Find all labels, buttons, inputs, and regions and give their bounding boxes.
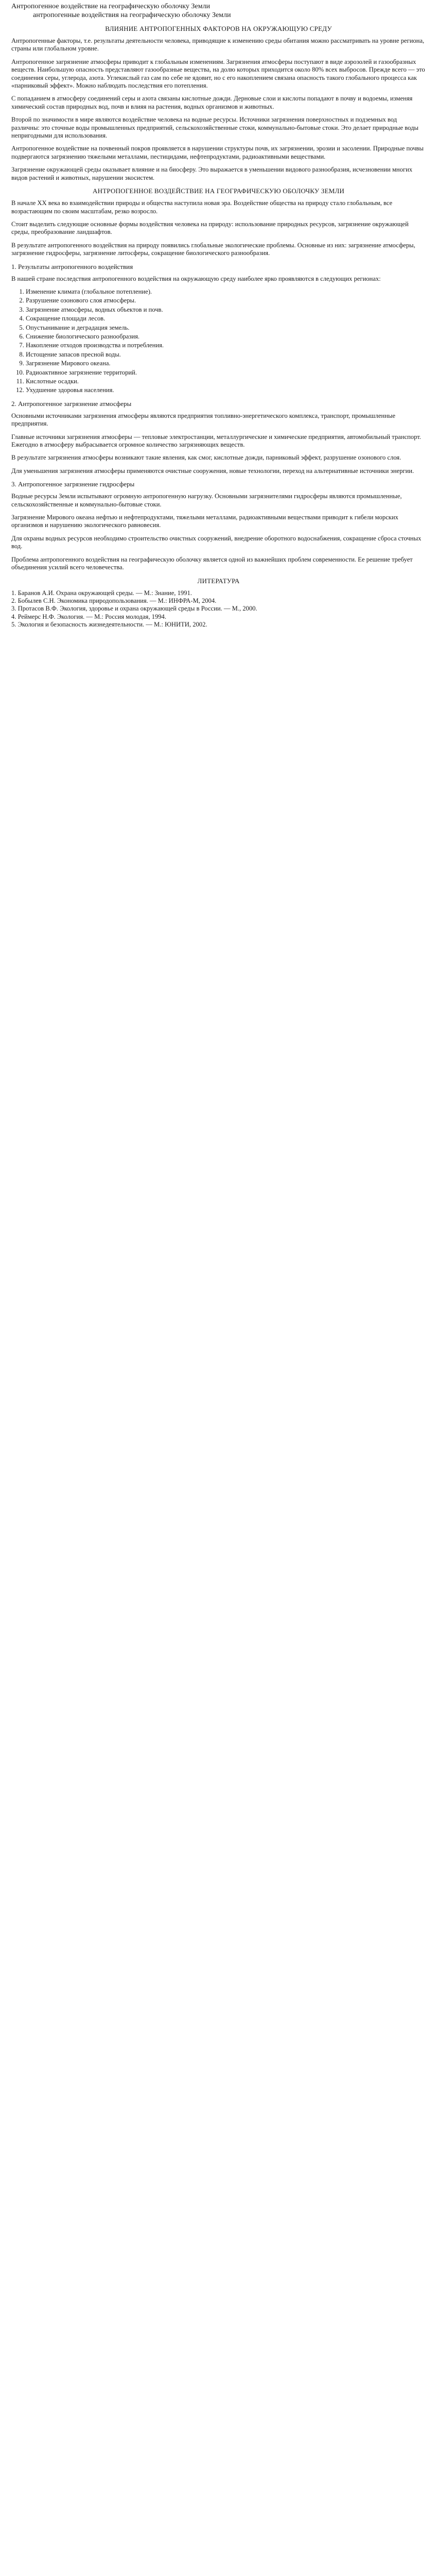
paragraph: Антропогенное воздействие на почвенный покров проявляется в нарушении структуры почв, их загрязнении, эрозии и засолении. Природные почвы подвергаются загрязнению тяжелыми металлами, пестицидами, нефтепродуктами, радиоактивными веществами. [11,145,424,160]
reference-item: 5. Экология и безопасность жизнедеятельности. — М.: ЮНИТИ, 2002. [11,621,207,629]
list-item: 3. Загрязнение атмосферы, водных объектов и почв. [26,306,426,314]
list-item: 5. Опустынивание и деградация земель. [26,324,426,332]
paragraph: Второй по значимости в мире являются воздействие человека на водные ресурсы. Источники загрязнения поверхностных и подземных вод различны: это сточные воды промышленных предприятий, сельскохозяйственные стоки, коммунально-бытовые стоки. Это делает природные воды непригодными для использования. [11,116,418,140]
reference-item: 3. Протасов В.Ф. Экология, здоровье и охрана окружающей среды в России. — М., 2000. [11,605,257,613]
paragraph: С попаданием в атмосферу соединений серы и азота связаны кислотные дожди. Дерновые слои и кислоты попадают в почву и водоемы, изменяя химический состав природных вод, почв и влияя на растения, водных организмов и животных. [11,95,413,110]
paragraph: В результате загрязнения атмосферы возникают такие явления, как смог, кислотные дожди, парниковый эффект, разрушение озонового слоя. [11,454,402,462]
paragraph: Главные источники загрязнения атмосферы — тепловые электростанции, металлургические и химические предприятия, автомобильный транспорт. Ежегодно в атмосферу выбрасывается огромное количество загрязняющих веществ. [11,433,421,449]
reference-item: 1. Баранов А.И. Охрана окружающей среды. — М.: Знание, 1991. [11,589,192,597]
paragraph: Загрязнение Мирового океана нефтью и нефтепродуктами, тяжелыми металлами, радиоактивными веществами приводит к гибели морских организмов и нарушению экологического равновесия. [11,514,398,529]
paragraph: В результате антропогенного воздействия на природу появились глобальные экологические проблемы. Основные из них: загрязнение атмосферы, загрязнение гидросферы, загрязнение литосферы, сокращение биологического разнообразия. [11,241,415,257]
list-item: 11. Кислотные осадки. [26,378,426,385]
section-5 [11,493,426,550]
list-item: 12. Ухудшение здоровья населения. [26,386,426,394]
heading-3: 1. Результаты антропогенного воздействия [11,262,133,270]
paragraph: Для охраны водных ресурсов необходимо строительство очистных сооружений, внедрение оборотного водоснабжения, сокращение сброса сточных вод. [11,534,422,550]
intro-section [11,37,426,182]
paragraph: Водные ресурсы Земли испытывают огромную антропогенную нагрузку. Основными загрязнителями гидросферы являются промышленные, сельскохозяйственные и коммунально-бытовые стоки. [11,493,402,508]
conclusion-paragraph: Проблема антропогенного воздействия на географическую оболочку является одной из важнейших проблем современности. Ее решение требует объединения усилий всего человечества. [11,555,413,571]
list-item: 4. Сокращение площади лесов. [26,315,426,323]
results-list [11,288,426,395]
list-item: 10. Радиоактивное загрязнение территорий. [26,369,426,377]
reference-item: 4. Реймерс Н.Ф. Экология. — М.: Россия молодая, 1994. [11,613,166,620]
list-item: 8. Истощение запасов пресной воды. [26,351,426,359]
reference-item: 2. Бобылев С.Н. Экономика природопользования. — М.: ИНФРА-М, 2004. [11,597,217,604]
list-item: 9. Загрязнение Мирового океана. [26,360,426,367]
references-heading: ЛИТЕРАТУРА [197,577,240,585]
heading-4: 2. Антропогенное загрязнение атмосферы [11,399,132,408]
document-title: Антропогенное воздействие на географическую оболочку Земли [11,3,210,10]
heading-2: АНТРОПОГЕННОЕ ВОЗДЕЙСТВИЕ НА ГЕОГРАФИЧЕСКУЮ ОБОЛОЧКУ ЗЕМЛИ [93,187,344,195]
paragraph: Антропогенные факторы, т.е. результаты деятельности человека, приводящие к изменению среды обитания можно рассматривать на уровне региона, страны или глобальном уровне. [11,37,425,53]
section-4 [11,412,426,475]
paragraph: В начале XX века во взаимодействии природы и общества наступила новая эра. Воздействие общества на природу стало глобальным, все возрастающим по своим масштабам, резко возросло. [11,199,393,215]
heading-5: 3. Антропогенное загрязнение гидросферы [11,480,135,488]
paragraph: Основными источниками загрязнения атмосферы являются предприятия топливно-энергетического комплекса, транспорт, промышленные предприятия. [11,412,395,428]
document-subtitle: антропогенные воздействия на географическую оболочку Земли [33,11,231,19]
list-item: 1. Изменение климата (глобальное потепление). [26,288,426,296]
list-item: 2. Разрушение озонового слоя атмосферы. [26,297,426,304]
heading-1: ВЛИЯНИЕ АНТРОПОГЕННЫХ ФАКТОРОВ НА ОКРУЖАЮЩУЮ СРЕДУ [105,25,332,32]
list-item: 7. Накопление отходов производства и потребления. [26,342,426,349]
references-list [11,589,426,629]
paragraph: В нашей стране последствия антропогенного воздействия на окружающую среду наиболее ярко проявляются в следующих регионах: [11,275,381,282]
document-page [11,2,426,2576]
paragraph: Антропогенное загрязнение атмосферы приводит к глобальным изменениям. Загрязнения атмосферы поступают в виде аэрозолей и газообразных веществ. Наибольшую опасность представляют газообразные вещества, на долю которых приходится около 80% всех выбросов. Прежде всего — это соединения серы, углерода, азота. Углекислый газ сам по себе не ядовит, но с его накоплением связана опасность такого глобального процесса как «парниковый эффект». Можно наблюдать последствия его потепления. [11,58,425,90]
section-2 [11,199,426,257]
paragraph: Для уменьшения загрязнения атмосферы применяются очистные сооружения, новые технологии, переход на альтернативные источники энергии. [11,467,414,474]
paragraph: Стоит выделить следующие основные формы воздействия человека на природу: использование природных ресурсов, загрязнение окружающей среды, преобразование ландшафтов. [11,220,409,236]
paragraph: Загрязнение окружающей среды оказывает влияние и на биосферу. Это выражается в уменьшении видового разнообразия, исчезновении многих видов растений и животных, нарушении экосистем. [11,166,413,181]
list-item: 6. Снижение биологического разнообразия. [26,333,426,341]
